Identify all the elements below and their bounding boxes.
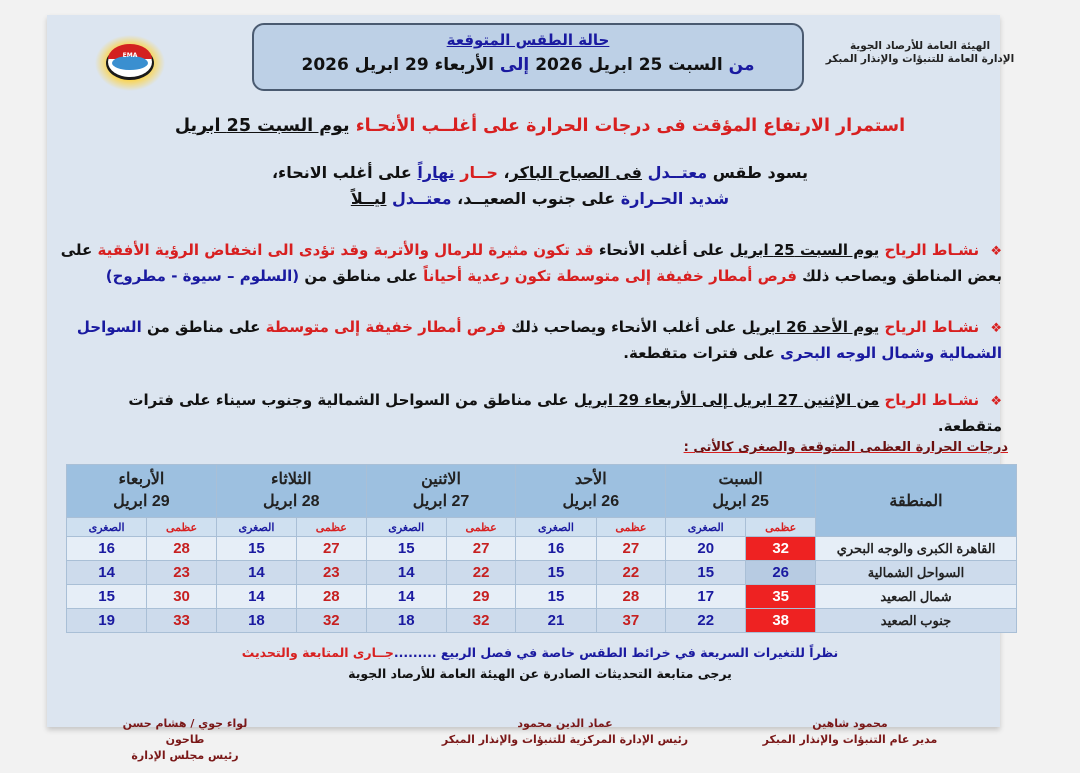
bullet-text: على أغلب الأنحاء ويصاحب ذلك xyxy=(511,318,737,336)
max-label: عظمى xyxy=(446,518,516,537)
signatory-name: محمود شاهين xyxy=(812,717,888,730)
bullet-text: على فترات متقطعة. xyxy=(623,344,775,362)
min-temp: 18 xyxy=(366,609,446,633)
signatory-title: مدير عام التنبؤات والإنذار المبكر xyxy=(762,733,938,746)
agency-name: الهيئة العامة للأرصاد الجوية xyxy=(849,40,991,52)
min-temp: 15 xyxy=(366,537,446,561)
bullet-date: يوم الأحد 26 ابريل xyxy=(741,318,880,336)
summary-moderate: معتــدل xyxy=(647,163,708,182)
bullet-title: نشـاط الرياح xyxy=(884,241,980,259)
min-temp: 18 xyxy=(216,609,296,633)
signature-2 xyxy=(440,716,690,748)
signature-1 xyxy=(750,716,950,748)
bullet-title: نشـاط الرياح xyxy=(884,318,980,336)
update-note xyxy=(0,645,1080,660)
day-header: الأحد 26 ابريل xyxy=(516,465,666,518)
bullet-date: يوم السبت 25 ابريل xyxy=(729,241,880,259)
max-temp: 23 xyxy=(147,561,217,585)
max-temp: 23 xyxy=(296,561,366,585)
table-caption: درجات الحرارة العظمى المتوقعة والصغرى كالأتى : xyxy=(683,440,1008,455)
max-temp: 27 xyxy=(446,537,516,561)
summary-early-morning: فى الصباح الباكر xyxy=(509,163,643,182)
day-header: السبت 25 ابريل xyxy=(666,465,816,518)
max-temp: 22 xyxy=(596,561,666,585)
max-temp: 27 xyxy=(296,537,366,561)
max-label: عظمى xyxy=(596,518,666,537)
min-temp: 14 xyxy=(216,561,296,585)
region-name: جنوب الصعيد xyxy=(816,609,1017,633)
min-temp: 15 xyxy=(216,537,296,561)
min-label: الصغرى xyxy=(666,518,746,537)
diamond-bullet-icon: ❖ xyxy=(990,394,1002,409)
bullet-areas: (السلوم – سيوة - مطروح) xyxy=(105,267,300,285)
max-label: عظمى xyxy=(147,518,217,537)
min-temp: 19 xyxy=(67,609,147,633)
summary-moderate-night: معتــدل xyxy=(392,189,452,208)
wind-bullet-2 xyxy=(60,315,1002,365)
start-date: السبت 25 ابريل 2026 xyxy=(535,55,723,75)
bullet-text: على مناطق من السواحل الشمالية وجنوب سيناء على فترات متقطعة. xyxy=(128,391,1002,435)
table-row xyxy=(67,561,1017,585)
max-temp: 35 xyxy=(746,585,816,609)
title-box xyxy=(252,23,804,91)
signatory-title: رئيس مجلس الإدارة xyxy=(131,749,239,762)
region-header: المنطقة xyxy=(816,465,1017,537)
agency-header xyxy=(810,40,1030,66)
summary-very-hot: شديد الحـرارة xyxy=(620,189,730,208)
headline xyxy=(80,116,1000,136)
max-temp: 37 xyxy=(596,609,666,633)
min-temp: 14 xyxy=(216,585,296,609)
max-label: عظمى xyxy=(746,518,816,537)
temperature-table xyxy=(66,464,1017,633)
signature-3 xyxy=(110,716,260,764)
bullet-text: على مناطق من xyxy=(146,318,261,336)
max-temp: 26 xyxy=(746,561,816,585)
max-temp: 32 xyxy=(746,537,816,561)
signatory-title: رئيس الإدارة المركزية للتنبؤات والإنذار المبكر xyxy=(441,733,689,746)
bullet-text: على بعض المناطق ويصاحب ذلك xyxy=(60,241,1002,285)
min-temp: 15 xyxy=(516,585,596,609)
region-name: السواحل الشمالية xyxy=(816,561,1017,585)
headline-date: يوم السبت 25 ابريل xyxy=(174,116,350,136)
summary-comma: ، xyxy=(503,163,510,182)
max-temp: 28 xyxy=(296,585,366,609)
region-name: شمال الصعيد xyxy=(816,585,1017,609)
table-row xyxy=(67,585,1017,609)
max-temp: 22 xyxy=(446,561,516,585)
to-word: إلى xyxy=(499,55,530,75)
min-temp: 16 xyxy=(67,537,147,561)
min-temp: 14 xyxy=(366,585,446,609)
weather-summary xyxy=(100,160,980,212)
logo-text: EMA xyxy=(122,52,138,59)
table-row xyxy=(67,537,1017,561)
min-temp: 20 xyxy=(666,537,746,561)
min-label: الصغرى xyxy=(366,518,446,537)
max-temp: 28 xyxy=(596,585,666,609)
min-temp: 15 xyxy=(67,585,147,609)
min-label: الصغرى xyxy=(516,518,596,537)
summary-south-upper-egypt: على جنوب الصعيــد، xyxy=(457,189,616,208)
max-temp: 38 xyxy=(746,609,816,633)
agency-department: الإدارة العامة للتنبؤات والإنذار المبكر xyxy=(825,53,1015,65)
max-label: عظمى xyxy=(296,518,366,537)
summary-hot: حــار xyxy=(460,163,498,182)
end-date: الأربعاء 29 ابريل 2026 xyxy=(301,55,494,75)
min-temp: 14 xyxy=(366,561,446,585)
bullet-rain: فرص أمطار خفيفة إلى متوسطة xyxy=(265,318,507,336)
bullet-date: من الإثنين 27 ابريل إلى الأربعاء 29 ابريل xyxy=(573,391,880,409)
wind-bullet-1 xyxy=(60,238,1002,288)
max-temp: 29 xyxy=(446,585,516,609)
ema-logo-icon xyxy=(95,35,165,91)
table-row xyxy=(67,609,1017,633)
summary-daytime: نهاراً xyxy=(417,163,455,182)
region-name: القاهرة الكبرى والوجه البحري xyxy=(816,537,1017,561)
max-temp: 33 xyxy=(147,609,217,633)
min-label: الصغرى xyxy=(67,518,147,537)
bulletin-title: حالة الطقس المتوقعة xyxy=(446,31,610,49)
wind-bullet-3 xyxy=(60,388,1002,438)
summary-most-areas: على أغلب الانحاء، xyxy=(271,163,412,182)
bullet-text: على أغلب الأنحاء xyxy=(598,241,725,259)
max-temp: 30 xyxy=(147,585,217,609)
min-temp: 22 xyxy=(666,609,746,633)
day-header: الثلاثاء 28 ابريل xyxy=(216,465,366,518)
bullet-text: على مناطق من xyxy=(304,267,418,285)
min-temp: 15 xyxy=(666,561,746,585)
min-temp: 15 xyxy=(516,561,596,585)
update-note-status: جــارى المتابعة والتحديث xyxy=(241,645,394,660)
max-temp: 32 xyxy=(296,609,366,633)
bullet-title: نشـاط الرياح xyxy=(884,391,980,409)
min-temp: 16 xyxy=(516,537,596,561)
day-header: الأربعاء 29 ابريل xyxy=(67,465,217,518)
signatory-name: لواء جوي / هشام حسن طاحون xyxy=(122,717,248,746)
diamond-bullet-icon: ❖ xyxy=(990,321,1002,336)
summary-night: ليــلاً xyxy=(350,189,387,208)
min-label: الصغرى xyxy=(216,518,296,537)
min-temp: 17 xyxy=(666,585,746,609)
max-temp: 32 xyxy=(446,609,516,633)
signatory-name: عماد الدين محمود xyxy=(517,717,613,730)
follow-note: يرجى متابعة التحديثات الصادرة عن الهيئة العامة للأرصاد الجوية xyxy=(348,666,732,681)
summary-text: يسود طقس xyxy=(712,163,809,182)
bulletin-period xyxy=(254,55,802,75)
update-note-text: نظراً للتغيرات السريعة في خرائط الطقس خاصة في فصل الربيع ......... xyxy=(393,645,839,660)
bullet-areas: السواحل الشمالية وشمال الوجه البحرى xyxy=(76,318,1002,362)
from-word: من xyxy=(728,55,755,75)
bullet-rain: فرص أمطار خفيفة إلى متوسطة تكون رعدية أحياناً xyxy=(423,267,797,285)
max-temp: 28 xyxy=(147,537,217,561)
min-temp: 14 xyxy=(67,561,147,585)
headline-text: استمرار الارتفاع المؤقت فى درجات الحرارة على أغلــب الأنحـاء xyxy=(355,116,906,136)
bullet-warning: قد تكون مثيرة للرمال والأتربة وقد تؤدى الى انخفاض الرؤية الأفقية xyxy=(97,241,594,259)
diamond-bullet-icon: ❖ xyxy=(990,244,1002,259)
max-temp: 27 xyxy=(596,537,666,561)
min-temp: 21 xyxy=(516,609,596,633)
day-header: الاثنين 27 ابريل xyxy=(366,465,516,518)
